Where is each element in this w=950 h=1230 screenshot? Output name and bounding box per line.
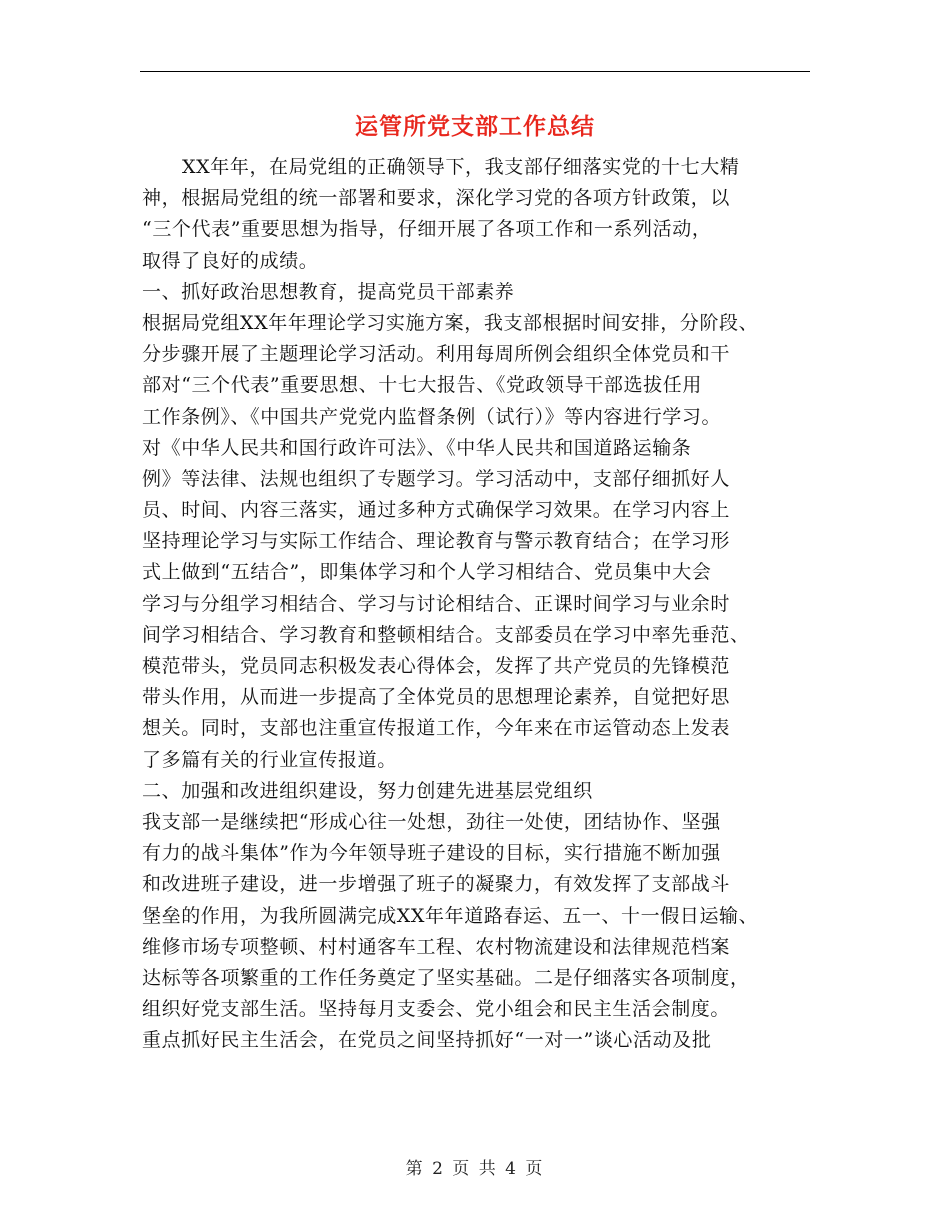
paragraph-line: 和改进班子建设，进一步增强了班子的凝聚力，有效发挥了支部战斗 <box>142 873 731 896</box>
paragraph-line: 部对“三个代表”重要思想、十七大报告、《党政领导干部选拔任用 <box>142 374 702 397</box>
paragraph-line: 重点抓好民主生活会，在党员之间坚持抓好“一对一”谈心活动及批 <box>142 1029 712 1052</box>
header-rule <box>140 71 810 72</box>
paragraph-line: 取得了良好的成绩。 <box>142 249 319 272</box>
page-footer: 第 2 页 共 4 页 <box>405 1159 545 1179</box>
paragraph-line: 了多篇有关的行业宣传报道。 <box>142 748 397 771</box>
paragraph-line: 达标等各项繁重的工作任务奠定了坚实基础。二是仔细落实各项制度， <box>142 966 750 989</box>
paragraph-line: 工作条例》、《中国共产党党内监督条例（试行）》等内容进行学习。 <box>142 405 722 428</box>
paragraph-line: 例》等法律、法规也组织了专题学习。学习活动中，支部仔细抓好人 <box>142 467 731 490</box>
paragraph-line: “三个代表”重要思想为指导，仔细开展了各项工作和一系列活动， <box>142 218 712 241</box>
document-body <box>142 152 814 1056</box>
paragraph-line: XX年年，在局党组的正确领导下，我支部仔细落实党的十七大精 <box>182 156 740 178</box>
paragraph-line: 根据局党组XX年年理论学习实施方案，我支部根据时间安排，分阶段、 <box>142 311 759 334</box>
paragraph-line: 分步骤开展了主题理论学习活动。利用每周所例会组织全体党员和干 <box>142 343 731 366</box>
paragraph-line: 员、时间、内容三落实，通过多种方式确保学习效果。在学习内容上 <box>142 499 731 522</box>
paragraph-line: 对《中华人民共和国行政许可法》、《中华人民共和国道路运输条 <box>142 436 692 459</box>
paragraph-line: 带头作用，从而进一步提高了全体党员的思想理论素养，自觉把好思 <box>142 686 731 709</box>
paragraph-line: 堡垒的作用，为我所圆满完成XX年年道路春运、五一、十一假日运输、 <box>142 904 759 927</box>
paragraph-line: 学习与分组学习相结合、学习与讨论相结合、正课时间学习与业余时 <box>142 592 731 615</box>
section-heading: 二、加强和改进组织建设，努力创建先进基层党组织 <box>142 779 593 802</box>
paragraph-line: 坚持理论学习与实际工作结合、理论教育与警示教育结合；在学习形 <box>142 530 731 553</box>
paragraph-line: 模范带头，党员同志积极发表心得体会，发挥了共产党员的先锋模范 <box>142 655 731 677</box>
paragraph-line: 神，根据局党组的统一部署和要求，深化学习党的各项方针政策，以 <box>142 187 731 210</box>
paragraph-line: 式上做到“五结合”，即集体学习和个人学习相结合、党员集中大会 <box>142 561 712 584</box>
paragraph-line: 有力的战斗集体”作为今年领导班子建设的目标，实行措施不断加强 <box>142 842 721 865</box>
section-heading: 一、抓好政治思想教育，提高党员干部素养 <box>142 280 515 303</box>
paragraph-line: 间学习相结合、学习教育和整顿相结合。支部委员在学习中率先垂范、 <box>142 623 750 646</box>
paragraph-line: 想关。同时，支部也注重宣传报道工作，今年来在市运管动态上发表 <box>142 717 731 740</box>
paragraph-line: 组织好党支部生活。坚持每月支委会、党小组会和民主生活会制度。 <box>142 998 731 1021</box>
document-title: 运管所党支部工作总结 <box>355 114 595 140</box>
paragraph-line: 维修市场专项整顿、村村通客车工程、农村物流建设和法律规范档案 <box>142 935 731 958</box>
paragraph-line: 我支部一是继续把“形成心往一处想，劲往一处使，团结协作、坚强 <box>142 810 721 833</box>
